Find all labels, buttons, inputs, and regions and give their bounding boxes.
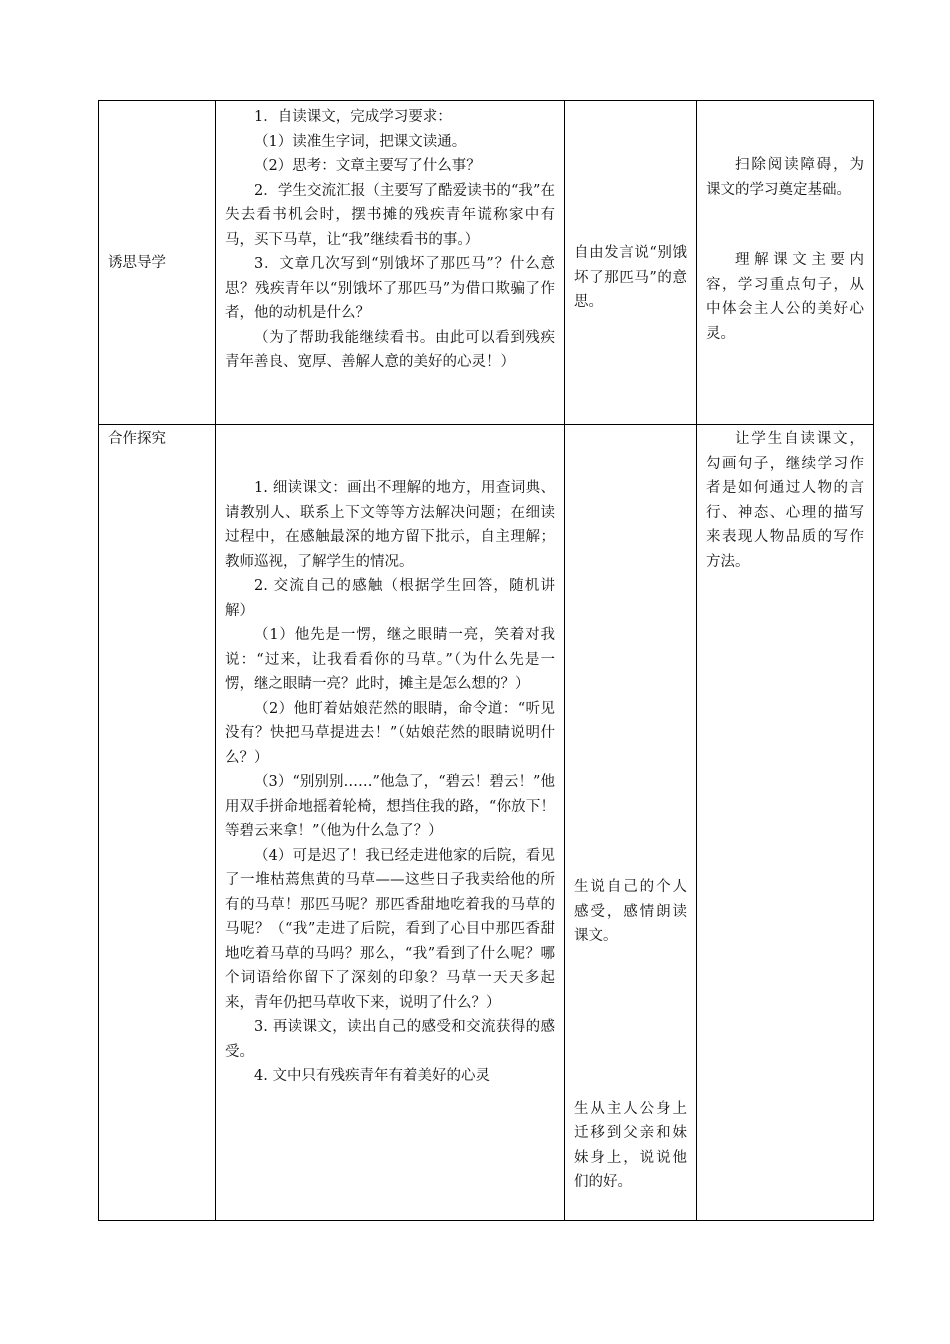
paragraph: （1）读准生字词，把课文读通。 bbox=[254, 133, 467, 150]
paragraph: （4）可是迟了！我已经走进他家的后院，看见了一堆枯蔫焦黄的马草——这些日子我卖给他的所有的马草！那匹马呢？那匹香甜地吃着我的马草的马呢？（“我”走进了后院，看到了心目中那匹香甜地吃着马草的马吗？那么，“我”看到了什么呢？哪个词语给你留下了深刻的印象？马草一天天多起来，青年仍把马草收下来，说明了什么？） bbox=[225, 847, 555, 1011]
stage-cell bbox=[99, 425, 216, 1221]
stage-label: 合作探究 bbox=[108, 431, 166, 447]
paragraph: 理解课文主要内容，学习重点句子，从中体会主人公的美好心灵。 bbox=[706, 252, 864, 342]
paragraph: （1）他先是一愣，继之眼睛一亮，笑着对我说：“过来，让我看看你的马草。”（为什么先是一愣，继之眼睛一亮？此时，摊主是怎么想的？） bbox=[225, 627, 555, 692]
paragraph: 扫除阅读障碍，为课文的学习奠定基础。 bbox=[706, 157, 864, 198]
paragraph: 自由发言说“别饿坏了那匹马”的意思。 bbox=[574, 245, 687, 310]
paragraph: （为了帮助我能继续看书。由此可以看到残疾青年善良、宽厚、善解人意的美好的心灵！） bbox=[225, 329, 555, 370]
stage-cell bbox=[99, 101, 216, 425]
lesson-plan-table bbox=[98, 100, 874, 1221]
paragraph: 2．学生交流汇报（主要写了酷爱读书的“我”在失去看书机会时，摆书摊的残疾青年谎称家中有马，买下马草，让“我”继续看书的事。） bbox=[225, 182, 555, 248]
content-cell bbox=[216, 101, 565, 425]
paragraph: 生说自己的个人感受，感情朗读课文。 bbox=[574, 879, 687, 944]
paragraph: （2）思考：文章主要写了什么事？ bbox=[254, 158, 481, 174]
paragraph: （2）他盯着姑娘茫然的眼睛，命令道：“听见没有？快把马草提进去！”（姑娘茫然的眼睛说明什么？） bbox=[225, 700, 555, 766]
paragraph: 1. 细读课文：画出不理解的地方，用查词典、请教别人、联系上下文等等方法解决问题；在细读过程中，在感触最深的地方留下批示，自主理解；教师巡视，了解学生的情况。 bbox=[225, 480, 555, 570]
stage-label: 诱思导学 bbox=[108, 255, 166, 271]
paragraph: 2. 交流自己的感触（根据学生回答，随机讲解） bbox=[225, 578, 555, 619]
paragraph: 1．自读课文，完成学习要求： bbox=[254, 109, 452, 125]
table-row bbox=[99, 425, 874, 1221]
paragraph: （3）“别别别……”他急了，“碧云！碧云！”他用双手拼命地摇着轮椅，想挡住我的路，“你放下！等碧云来拿！”（他为什么急了？） bbox=[225, 774, 555, 839]
paragraph: 3. 再读课文，读出自己的感受和交流获得的感受。 bbox=[225, 1019, 555, 1060]
paragraph: 让学生自读课文，勾画句子，继续学习作者是如何通过人物的言行、神态、心理的描写来表现人物品质的写作方法。 bbox=[706, 431, 864, 570]
content-cell bbox=[216, 425, 565, 1221]
student-activity-cell bbox=[565, 101, 697, 425]
table-row bbox=[99, 101, 874, 425]
paragraph: 3．文章几次写到“别饿坏了那匹马”？什么意思？残疾青年以“别饿坏了那匹马”为借口欺骗了作者，他的动机是什么？ bbox=[225, 256, 555, 321]
paragraph: 生从主人公身上迁移到父亲和妹妹身上，说说他们的好。 bbox=[574, 1100, 687, 1190]
paragraph: 4. 文中只有残疾青年有着美好的心灵 bbox=[254, 1068, 490, 1084]
design-intent-cell bbox=[697, 425, 874, 1221]
design-intent-cell bbox=[697, 101, 874, 425]
student-activity-cell bbox=[565, 425, 697, 1221]
